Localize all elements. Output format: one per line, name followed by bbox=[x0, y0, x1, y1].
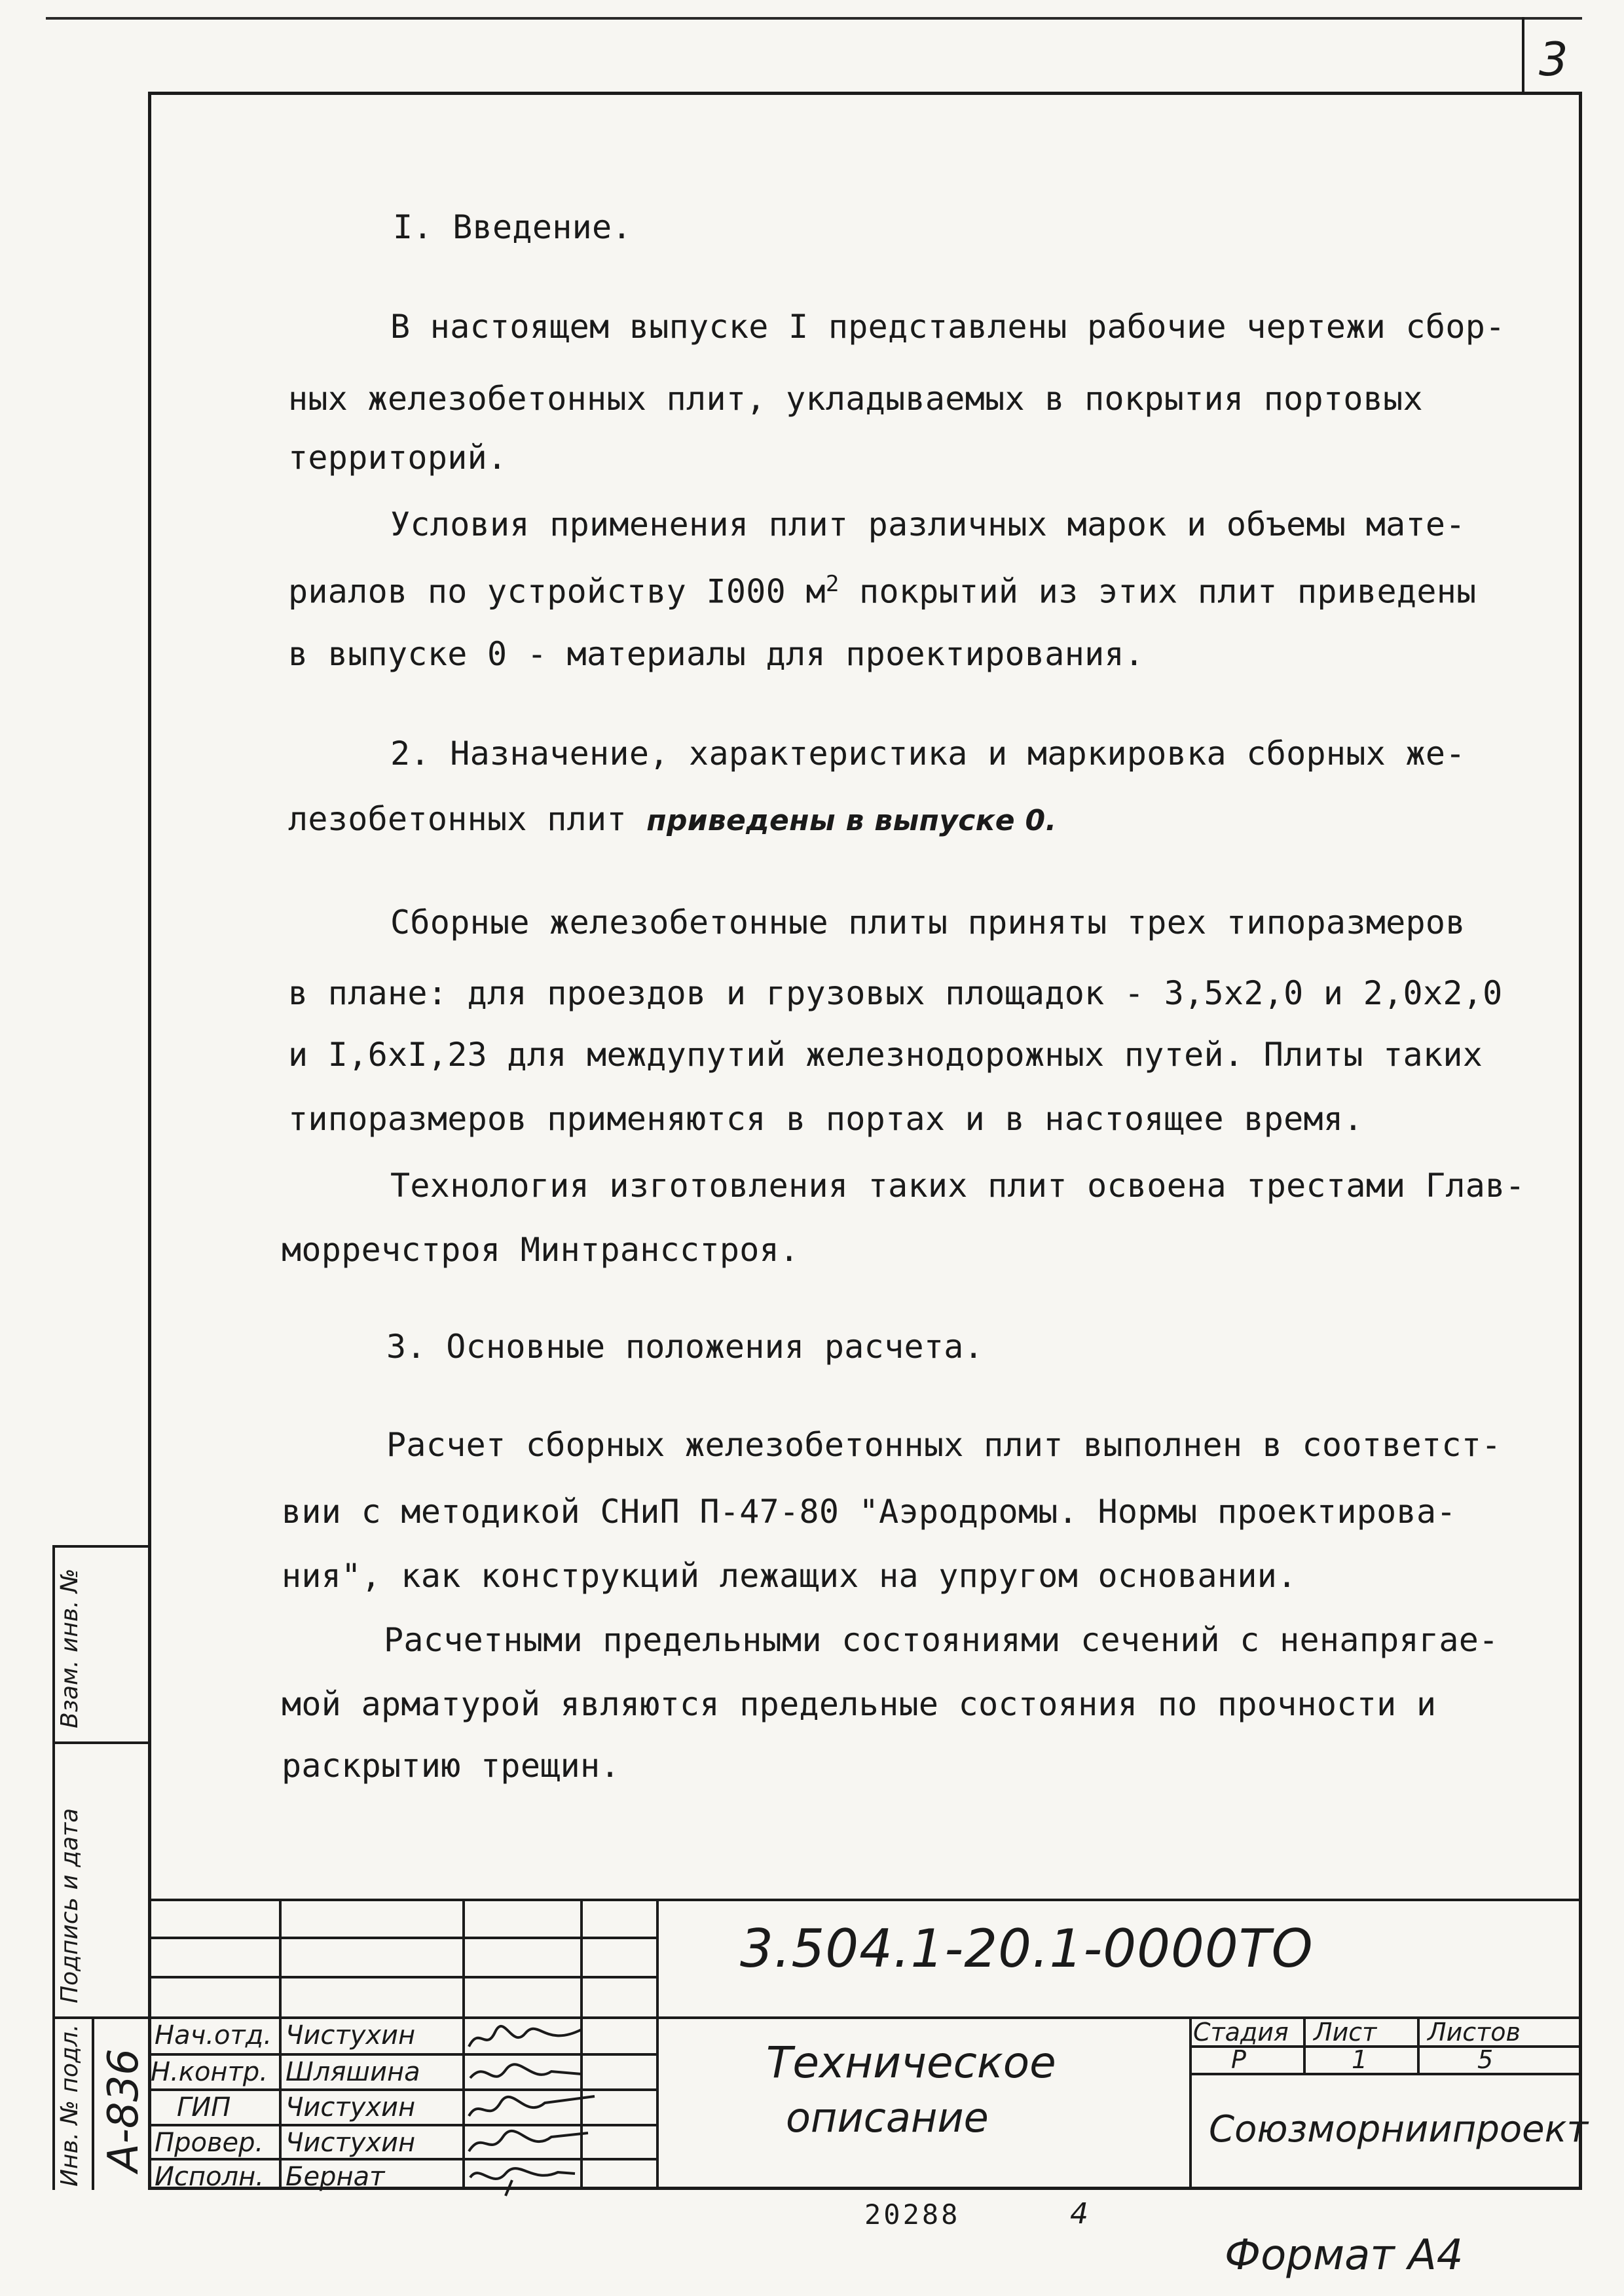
signer-name: Бернат bbox=[286, 2162, 385, 2192]
s1-p2-line: в выпуске 0 - материалы для проектирования. bbox=[288, 635, 1145, 673]
signature-scribble bbox=[466, 2128, 591, 2159]
s1-p1-line: территорий. bbox=[288, 439, 507, 477]
s3-p1-line: Расчет сборных железобетонных плит выполнен в соответст- bbox=[386, 1426, 1502, 1464]
signer-role: Н.контр. bbox=[151, 2057, 268, 2087]
stage-label: Стадия bbox=[1193, 2018, 1289, 2047]
inv-label: Инв. № подл. bbox=[56, 2024, 83, 2187]
section-2-heading: 2. Назначение, характеристика и маркировка сборных же- bbox=[390, 735, 1466, 773]
section-3-heading: 3. Основные положения расчета. bbox=[386, 1328, 984, 1366]
sheets-value: 5 bbox=[1477, 2045, 1494, 2074]
page-number: 3 bbox=[1539, 33, 1568, 86]
s3-p1-line: ния", как конструкций лежащих на упругом основании. bbox=[282, 1557, 1297, 1595]
signer-name: Шляшина bbox=[286, 2057, 420, 2087]
organization: Союзморниипроект bbox=[1209, 2108, 1589, 2151]
s3-p1-line: вии с методикой СНиП П-47-80 "Аэродромы. Нормы проектирова- bbox=[282, 1493, 1456, 1531]
section-1-heading: I. Введение. bbox=[393, 208, 632, 246]
s1-p1-line: В настоящем выпуске I представлены рабочие чертежи сбор- bbox=[390, 308, 1505, 346]
signer-role: Провер. bbox=[155, 2128, 264, 2158]
s2-p2-line: Технология изготовления таких плит освоена трестами Глав- bbox=[390, 1167, 1525, 1205]
s2-p2-line: морречстроя Минтрансстроя. bbox=[282, 1231, 800, 1269]
signer-name: Чистухин bbox=[286, 2092, 416, 2123]
signature-scribble bbox=[466, 2160, 578, 2197]
sheets-label: Листов bbox=[1428, 2018, 1521, 2047]
side-strip-rule bbox=[52, 2016, 148, 2019]
s3-p2-line: Расчетными предельными состояниями сечений с ненапрягае- bbox=[384, 1621, 1499, 1659]
section-2-heading: лезобетонных плит приведены в выпуске 0. bbox=[288, 800, 1057, 838]
signature-scribble bbox=[466, 2023, 584, 2054]
s2-p1-line: в плане: для проездов и грузовых площадок - 3,5x2,0 и 2,0x2,0 bbox=[288, 974, 1503, 1012]
signature-scribble bbox=[466, 2058, 584, 2090]
signer-role: Нач.отд. bbox=[155, 2020, 272, 2050]
document-title: описание bbox=[786, 2094, 989, 2141]
footer-number: 20288 bbox=[864, 2198, 961, 2231]
signer-role: ГИП bbox=[177, 2092, 231, 2123]
s3-p2-line: раскрытию трещин. bbox=[282, 1747, 620, 1785]
swap-inv-label: Взам. инв. № bbox=[56, 1568, 83, 1728]
document-code: 3.504.1-20.1-0000ТО bbox=[740, 1918, 1314, 1979]
s1-p2-line: риалов по устройству I000 $м^2$ покрытий из этих плит приведены bbox=[288, 571, 1477, 611]
inv-value: А-836 bbox=[100, 2048, 148, 2172]
signer-name: Чистухин bbox=[286, 2128, 416, 2158]
s2-p1-line: и I,6xI,23 для междупутий железнодорожных путей. Плиты таких bbox=[288, 1036, 1483, 1074]
document-title: Техническое bbox=[766, 2037, 1056, 2088]
stage-value: Р bbox=[1231, 2045, 1246, 2074]
handwritten-note: приведены в выпуске 0. bbox=[646, 804, 1057, 837]
s3-p2-line: мой арматурой являются предельные состояния по прочности и bbox=[282, 1685, 1437, 1723]
s1-p1-line: ных железобетонных плит, укладываемых в покрытия портовых bbox=[288, 380, 1423, 418]
signer-name: Чистухин bbox=[286, 2020, 416, 2050]
sign-date-label: Подпись и дата bbox=[56, 1808, 83, 2003]
format-label: Формат А4 bbox=[1225, 2231, 1464, 2280]
s1-p2-line: Условия применения плит различных марок и объемы мате- bbox=[390, 505, 1466, 543]
footer-mark: 4 bbox=[1070, 2197, 1088, 2231]
signer-role: Исполн. bbox=[155, 2162, 264, 2192]
s2-p1-line: типоразмеров применяются в портах и в настоящее время. bbox=[288, 1100, 1363, 1138]
sheet-label: Лист bbox=[1314, 2018, 1377, 2047]
signature-scribble bbox=[466, 2094, 597, 2125]
side-strip-col bbox=[92, 2016, 94, 2190]
sheet-value: 1 bbox=[1352, 2045, 1368, 2074]
s2-p1-line: Сборные железобетонные плиты приняты трех типоразмеров bbox=[390, 903, 1466, 941]
